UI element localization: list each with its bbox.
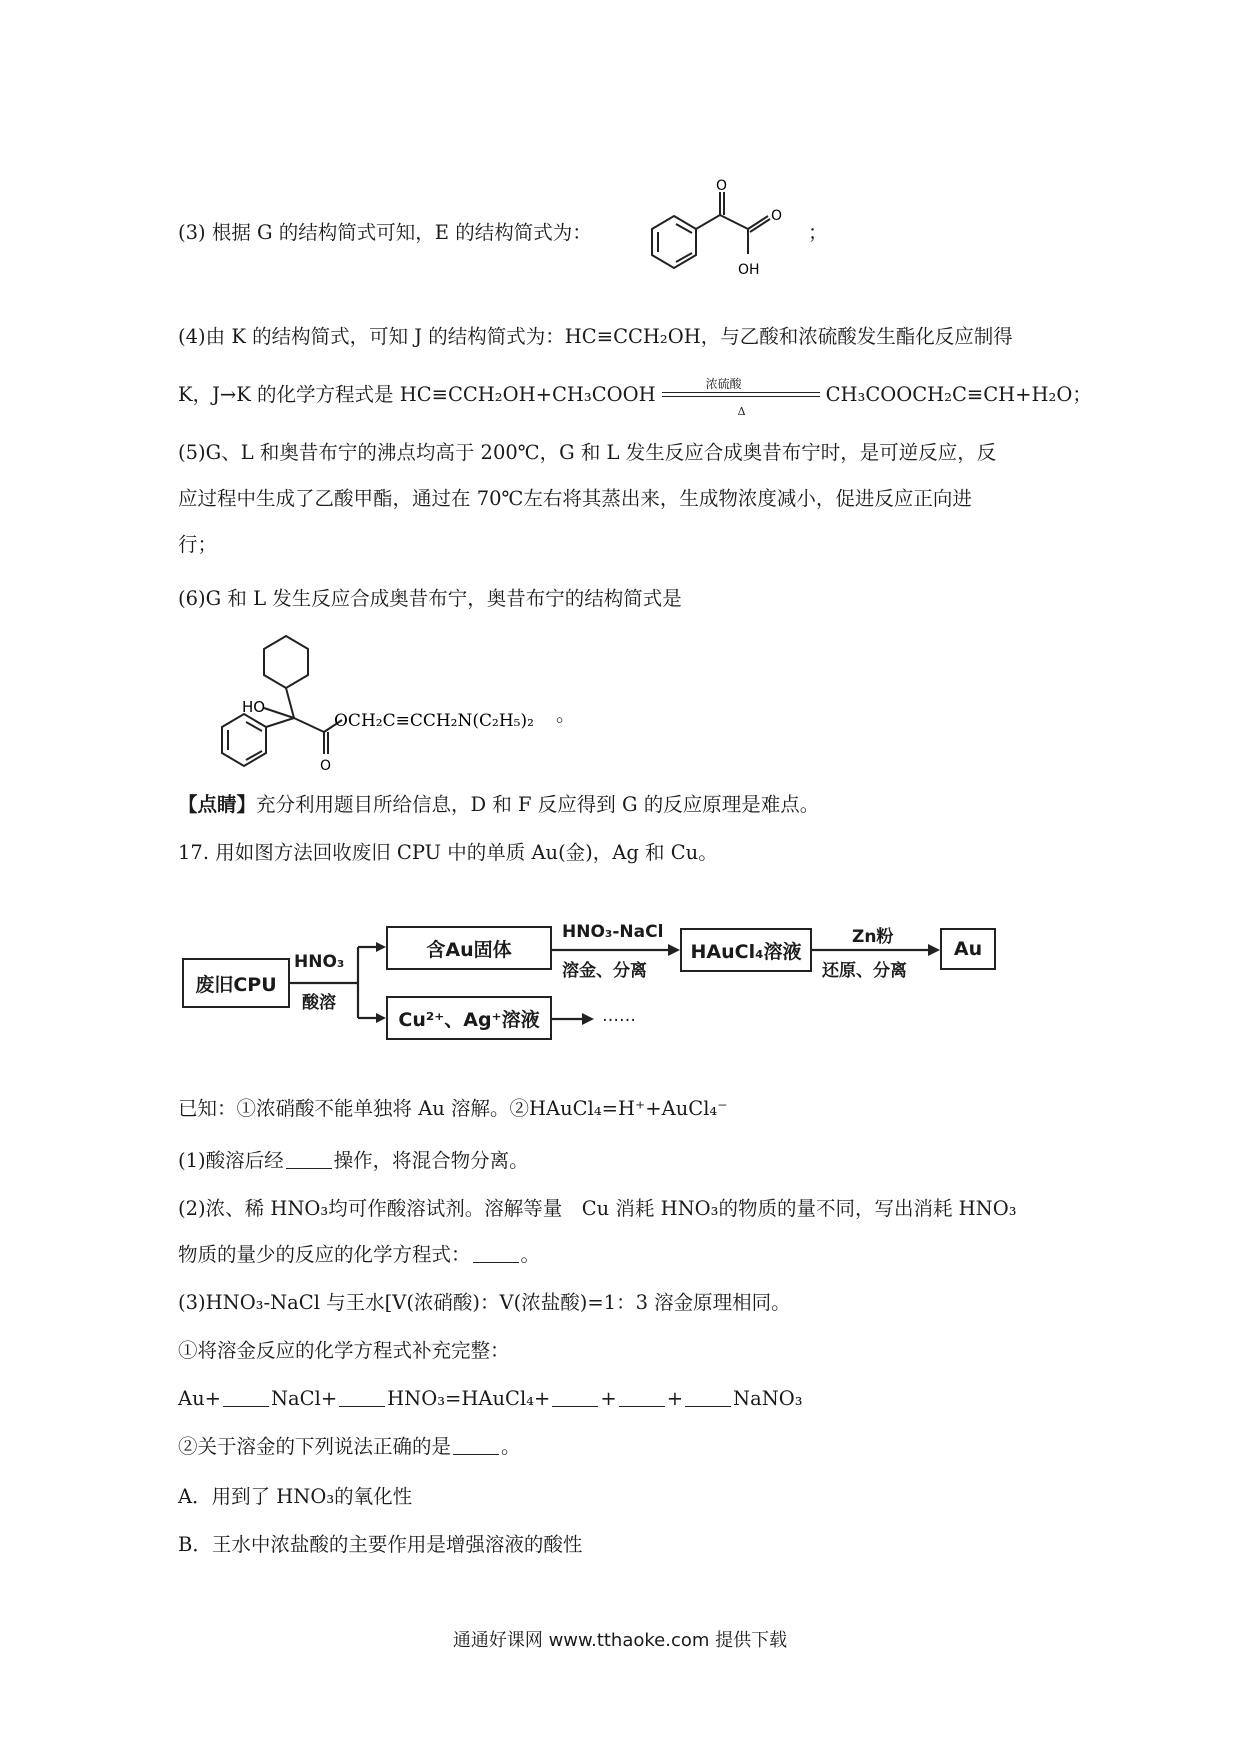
structure-e-o-top: O bbox=[716, 178, 728, 194]
q4-equation-right: CH₃COOCH₂C≡CH+H₂O； bbox=[825, 383, 1092, 406]
q17-known: 已知：①浓硝酸不能单独将 Au 溶解。②HAuCl₄=H⁺+AuCl₄⁻ bbox=[178, 1097, 728, 1120]
condition-heat: Δ bbox=[737, 405, 746, 418]
flow-reagent-zn-powder: Zn粉 bbox=[852, 927, 894, 947]
q5-line1: (5)G、L 和奥昔布宁的沸点均高于 200℃，G 和 L 发生反应合成奥昔布宁时，是可逆反应，反 bbox=[178, 441, 997, 464]
flow-box-cu-ag-solution: Cu²⁺、Ag⁺溶液 bbox=[386, 996, 552, 1040]
q17-p3-sub1: ①将溶金反应的化学方程式补充完整： bbox=[178, 1339, 510, 1362]
flow-box-haucl4-solution: HAuCl₄溶液 bbox=[680, 928, 812, 972]
eq-au: Au+ bbox=[178, 1387, 221, 1410]
structure-e-oh: OH bbox=[738, 262, 760, 278]
q17-p3-line1: (3)HNO₃-NaCl 与王水[V(浓硝酸)：V(浓盐酸)=1：3 溶金原理相同。 bbox=[178, 1291, 791, 1314]
q17-p3-sub2 bbox=[178, 1432, 521, 1462]
structure-e-o-right: O bbox=[771, 208, 783, 224]
q17-p2-text-a: 物质的量少的反应的化学方程式： bbox=[178, 1243, 471, 1266]
page-footer: 通通好课网 www.tthaoke.com 提供下载 bbox=[452, 1630, 788, 1651]
dianjing-label: 【点睛】 bbox=[178, 793, 257, 816]
q4-equation-left: K，J→K 的化学方程式是 HC≡CCH₂OH+CH₃COOH bbox=[178, 383, 656, 406]
eq-hno3: HNO₃=HAuCl₄+ bbox=[387, 1387, 551, 1410]
flow-step-dissolve-separate: 溶金、分离 bbox=[562, 961, 647, 981]
structure-oxybutynin-ho: HO bbox=[242, 698, 266, 716]
eq-blank-nacl[interactable] bbox=[223, 1388, 269, 1407]
flow-box-au: Au bbox=[940, 928, 996, 970]
eq-plus1: + bbox=[600, 1387, 617, 1410]
q17-p2-text-b: 。 bbox=[520, 1243, 541, 1266]
q4-line1: (4)由 K 的结构简式，可知 J 的结构简式为：HC≡CCH₂OH，与乙酸和浓硫酸发生酯化反应制得 bbox=[178, 325, 1013, 348]
q17-option-b: B．王水中浓盐酸的主要作用是增强溶液的酸性 bbox=[178, 1533, 583, 1556]
eq-blank-product1[interactable] bbox=[552, 1388, 598, 1407]
flow-reagent-hno3: HNO₃ bbox=[294, 952, 345, 972]
eq-blank-nano3[interactable] bbox=[685, 1388, 731, 1407]
answer-blank-1[interactable] bbox=[286, 1150, 332, 1169]
eq-blank-product2[interactable] bbox=[619, 1388, 665, 1407]
dianjing-text: 充分利用题目所给信息，D 和 F 反应得到 G 的反应原理是难点。 bbox=[256, 793, 820, 816]
eq-blank-hno3[interactable] bbox=[339, 1388, 385, 1407]
q17-equation bbox=[178, 1384, 803, 1414]
answer-blank-2[interactable] bbox=[473, 1244, 519, 1263]
q17-p2-line2 bbox=[178, 1240, 540, 1270]
condition-catalyst: 浓硫酸 bbox=[705, 377, 742, 391]
flow-reagent-hno3-nacl: HNO₃-NaCl bbox=[562, 922, 664, 942]
q5-line3: 行； bbox=[178, 533, 218, 556]
q3-suffix: ； bbox=[808, 221, 828, 244]
q17-p2-line1: (2)浓、稀 HNO₃均可作酸溶试剂。溶解等量 Cu 消耗 HNO₃的物质的量不同，写出消耗 HNO₃ bbox=[178, 1197, 1017, 1220]
eq-plus2: + bbox=[666, 1387, 684, 1410]
eq-nacl: NaCl+ bbox=[270, 1387, 338, 1410]
q6-suffix: 。 bbox=[556, 703, 576, 726]
flow-box-waste-cpu: 废旧CPU bbox=[182, 958, 290, 1008]
flow-step-acid-dissolve: 酸溶 bbox=[302, 993, 336, 1013]
answer-blank-3[interactable] bbox=[453, 1436, 499, 1455]
q17-title: 17. 用如图方法回收废旧 CPU 中的单质 Au(金)，Ag 和 Cu。 bbox=[178, 841, 718, 864]
q17-p1-text-a: (1)酸溶后经 bbox=[178, 1149, 284, 1172]
eq-nano3: NaNO₃ bbox=[733, 1387, 803, 1410]
q17-p1-text-b: 操作，将混合物分离。 bbox=[333, 1149, 529, 1172]
structure-oxybutynin-side-chain: OCH₂C≡CCH₂N(C₂H₅)₂ bbox=[334, 711, 534, 731]
q17-p1 bbox=[178, 1146, 529, 1176]
flow-ellipsis: …… bbox=[602, 1006, 636, 1026]
q17-p3-sub2-text-b: 。 bbox=[501, 1435, 521, 1458]
flow-step-reduce-separate: 还原、分离 bbox=[822, 961, 907, 981]
q3-text: (3) 根据 G 的结构简式可知，E 的结构简式为： bbox=[178, 221, 592, 244]
q6-line1: (6)G 和 L 发生反应合成奥昔布宁，奥昔布宁的结构简式是 bbox=[178, 587, 682, 610]
q5-line2: 应过程中生成了乙酸甲酯，通过在 70℃左右将其蒸出来，生成物浓度减小，促进反应正向进 bbox=[178, 487, 972, 510]
flow-box-au-solid: 含Au固体 bbox=[386, 926, 552, 970]
q17-p3-sub2-text-a: ②关于溶金的下列说法正确的是 bbox=[178, 1435, 452, 1458]
structure-oxybutynin-o-bottom: O bbox=[320, 758, 332, 774]
q17-option-a: A．用到了 HNO₃的氧化性 bbox=[178, 1485, 413, 1508]
